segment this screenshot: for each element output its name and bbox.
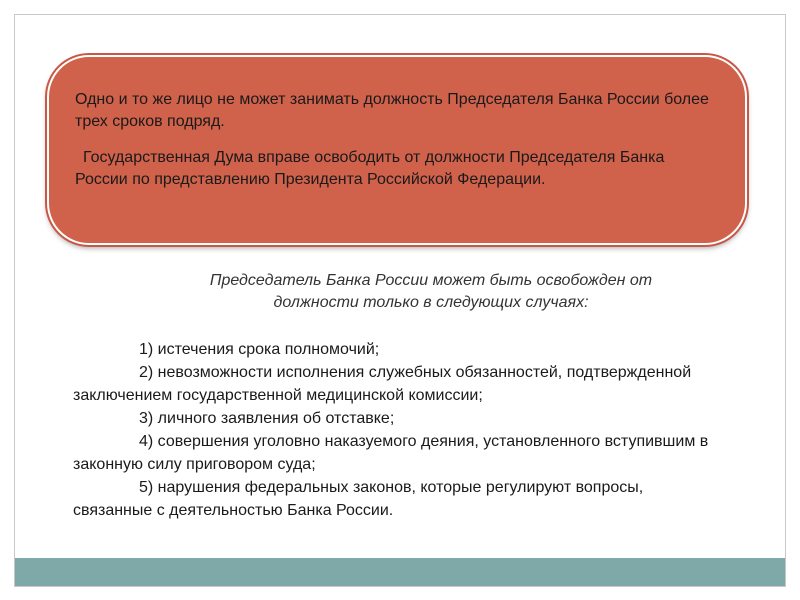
list-item: 2) невозможности исполнения служебных обязанностей, подтвержденной заключением государственной медицинской комиссии;: [73, 364, 692, 404]
footer-bar: [15, 558, 785, 586]
dismissal-heading-line-1: Председатель Банка России может быть освобожден от: [209, 272, 653, 289]
callout-box: [47, 55, 747, 245]
slide: [14, 14, 786, 587]
dismissal-heading: [151, 270, 711, 314]
callout-paragraph-duma-dismissal: Государственная Дума вправе освободить от должности Председателя Банка России по представлению Президента Российской Федерации.: [75, 149, 665, 188]
dismissal-cases-list: [73, 338, 723, 522]
callout-paragraph-term-limit: Одно и то же лицо не может занимать должность Председателя Банка России более трех сроков подряд.: [75, 91, 709, 130]
list-item: 4) совершения уголовно наказуемого деяния, установленного вступившим в законную силу приговором суда;: [73, 433, 709, 473]
dismissal-heading-line-2: должности только в следующих случаях:: [273, 294, 589, 311]
list-item: 1) истечения срока полномочий;: [139, 341, 380, 358]
list-item: 5) нарушения федеральных законов, которые регулируют вопросы, связанные с деятельностью Банка России.: [73, 479, 644, 519]
list-item: 3) личного заявления об отставке;: [139, 410, 395, 427]
